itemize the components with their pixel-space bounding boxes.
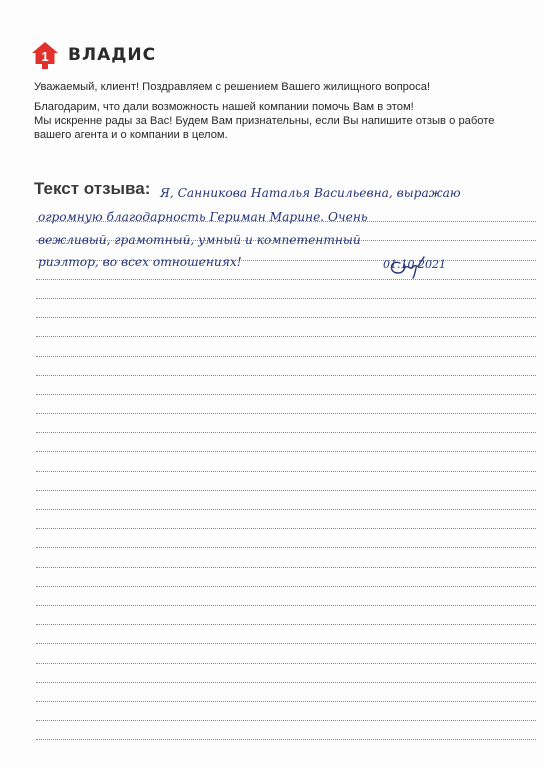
ruled-line	[36, 644, 536, 663]
ruled-line	[36, 472, 536, 491]
ruled-line	[36, 395, 536, 414]
house-key-icon	[30, 40, 60, 70]
handwritten-line: огромную благодарность Гериман Марине. Очень	[38, 210, 368, 224]
ruled-line	[36, 587, 536, 606]
thanks-line: Благодарим, что дали возможность нашей компании помочь Вам в этом!	[34, 101, 414, 113]
ruled-line	[36, 376, 536, 395]
review-lines	[36, 203, 536, 740]
logo-badge: 1	[41, 49, 49, 64]
greeting: Уважаемый, клиент! Поздравляем с решением Вашего жилищного вопроса!	[34, 81, 431, 93]
request-line: Мы искренне рады за Вас! Будем Вам признательны, если Вы напишите отзыв о работе вашего агента и о компании в целом.	[34, 115, 495, 141]
ruled-line	[36, 433, 536, 452]
handwritten-line: Я, Санникова Наталья Васильевна, выражаю	[160, 186, 461, 200]
intro-text	[34, 80, 514, 148]
review-heading: Текст отзыва:	[34, 179, 151, 198]
ruled-line	[36, 337, 536, 356]
ruled-line	[36, 568, 536, 587]
ruled-line	[36, 721, 536, 740]
ruled-line	[36, 299, 536, 318]
ruled-line	[36, 452, 536, 471]
company-name: ВЛАДИС	[68, 45, 157, 65]
ruled-line	[36, 548, 536, 567]
ruled-line	[36, 664, 536, 683]
ruled-line	[36, 702, 536, 721]
ruled-line	[36, 529, 536, 548]
company-logo	[30, 40, 156, 70]
ruled-line	[36, 280, 536, 299]
ruled-line	[36, 606, 536, 625]
ruled-line	[36, 318, 536, 337]
signature-icon	[386, 251, 426, 279]
ruled-line	[36, 357, 536, 376]
handwritten-line: вежливый, грамотный, умный и компетентный	[38, 233, 361, 247]
ruled-line	[36, 491, 536, 510]
ruled-line	[36, 683, 536, 702]
ruled-line	[36, 510, 536, 529]
handwritten-date: 01.10.2021	[383, 258, 446, 271]
handwritten-line: риэлтор, во всех отношениях!	[38, 255, 242, 269]
ruled-line	[36, 625, 536, 644]
ruled-line	[36, 414, 536, 433]
